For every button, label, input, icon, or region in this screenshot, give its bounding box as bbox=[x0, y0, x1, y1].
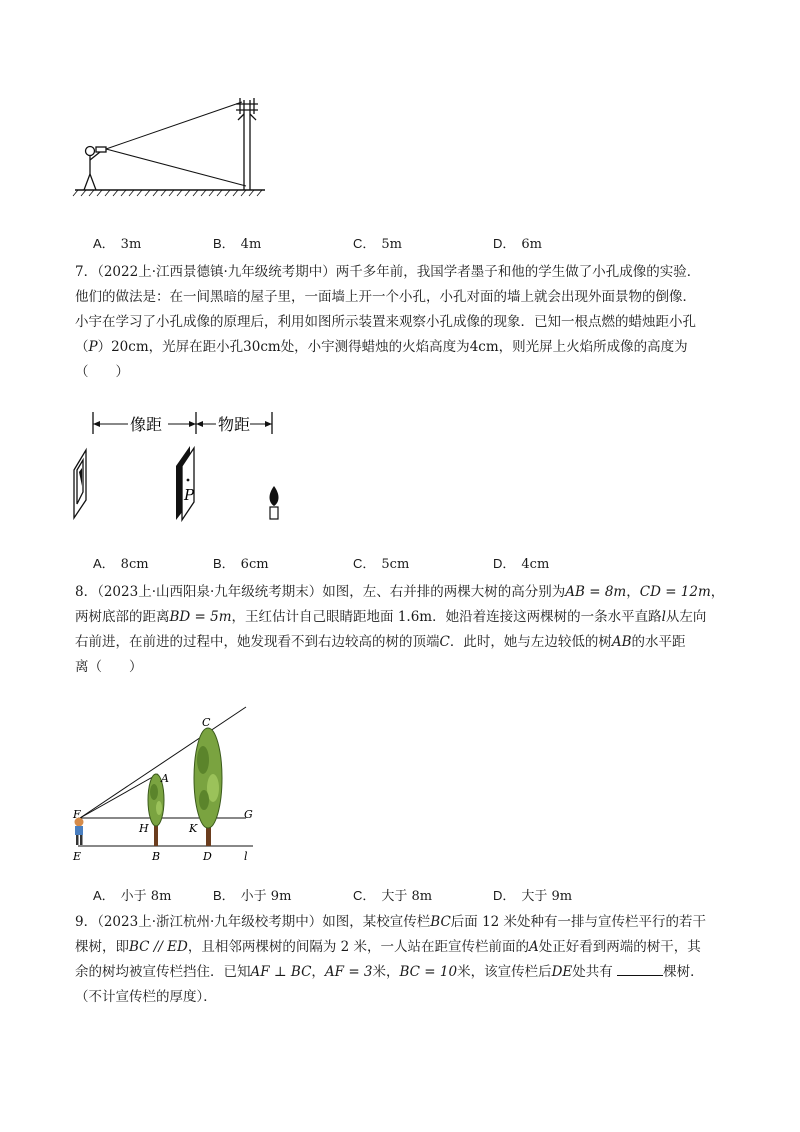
image-distance-label: 像距 bbox=[130, 415, 163, 434]
label-b: B bbox=[152, 850, 161, 863]
hole-label-p: P bbox=[184, 486, 195, 504]
label-e: E bbox=[73, 850, 82, 863]
q9-line-4: （不计宣传栏的厚度）． bbox=[75, 989, 217, 1005]
label-g: G bbox=[244, 808, 253, 821]
q7-option-c: C． 5cm bbox=[353, 556, 410, 572]
q8-option-b: B． 小于 9m bbox=[213, 888, 292, 904]
answer-blank[interactable] bbox=[617, 963, 663, 976]
q9-line-3: 余的树均被宣传栏挡住．已知AF ⊥ BC，AF = 3米，BC = 10米，该宣传栏后DE处共有 棵树． bbox=[75, 964, 704, 980]
q6-option-c: C． 5m bbox=[353, 236, 402, 252]
question-7 bbox=[75, 260, 735, 385]
label-k: K bbox=[189, 822, 198, 835]
q7-figure bbox=[68, 408, 288, 533]
q7-line-2: 他们的做法是：在一间黑暗的屋子里，一面墙上开一个小孔，小孔对面的墙上就会出现外面景物的倒像． bbox=[75, 289, 696, 305]
label-c: C bbox=[202, 716, 211, 729]
question-8 bbox=[75, 580, 735, 680]
q8-option-c: C． 大于 8m bbox=[353, 888, 433, 904]
q6-option-a: A． 3m bbox=[93, 236, 142, 252]
label-h: H bbox=[139, 822, 149, 835]
label-f: F bbox=[73, 808, 81, 821]
q7-line-4: （P）20cm，光屏在距小孔30cm处，小宇测得蜡烛的火焰高度为4cm，则光屏上火焰所成像的高度为 bbox=[75, 339, 688, 355]
q8-figure bbox=[68, 700, 268, 865]
label-a: A bbox=[161, 772, 169, 785]
q7-option-d: D． 4cm bbox=[493, 556, 550, 572]
q9-line-2: 棵树，即BC // ED，且相邻两棵树的间隔为 2 米，一人站在距宣传栏前面的A处正好看到两端的树干，其 bbox=[75, 939, 701, 955]
q8-line-3: 右前进，在前进的过程中，她发现看不到右边较高的树的顶端C．此时，她与左边较低的树AB的水平距 bbox=[75, 634, 686, 650]
q7-option-b: B． 6cm bbox=[213, 556, 269, 572]
q8-line-1: 8．（2023上·山西阳泉·九年级统考期末）如图，左、右并排的两棵大树的高分别为AB = 8m，CD = 12m， bbox=[75, 584, 725, 600]
q7-line-3: 小宇在学习了小孔成像的原理后，利用如图所示装置来观察小孔成像的现象．已知一根点燃的蜡烛距小孔 bbox=[75, 314, 696, 330]
question-9 bbox=[75, 910, 735, 1010]
label-d: D bbox=[203, 850, 212, 863]
q6-option-b: B． 4m bbox=[213, 236, 262, 252]
label-l: l bbox=[244, 850, 248, 863]
object-distance-label: 物距 bbox=[218, 415, 251, 434]
q7-line-1: 7．（2022上·江西景德镇·九年级统考期中）两千多年前，我国学者墨子和他的学生做了小孔成像的实验． bbox=[75, 264, 701, 280]
q7-option-a: A． 8cm bbox=[93, 556, 149, 572]
q7-line-5: （ ） bbox=[75, 364, 129, 380]
q8-line-2: 两树底部的距离BD = 5m，王红估计自己眼睛距地面 1.6m．她沿着连接这两棵树的一条水平直路l从左向 bbox=[75, 609, 707, 625]
q6-figure bbox=[70, 90, 270, 205]
q6-option-d: D． 6m bbox=[493, 236, 542, 252]
q8-option-a: A． 小于 8m bbox=[93, 888, 172, 904]
q8-option-d: D． 大于 9m bbox=[493, 888, 573, 904]
q9-line-1: 9．（2023上·浙江杭州·九年级校考期中）如图，某校宣传栏BC后面 12 米处种有一排与宣传栏平行的若干 bbox=[75, 914, 707, 930]
q8-line-4: 离（ ） bbox=[75, 659, 143, 675]
